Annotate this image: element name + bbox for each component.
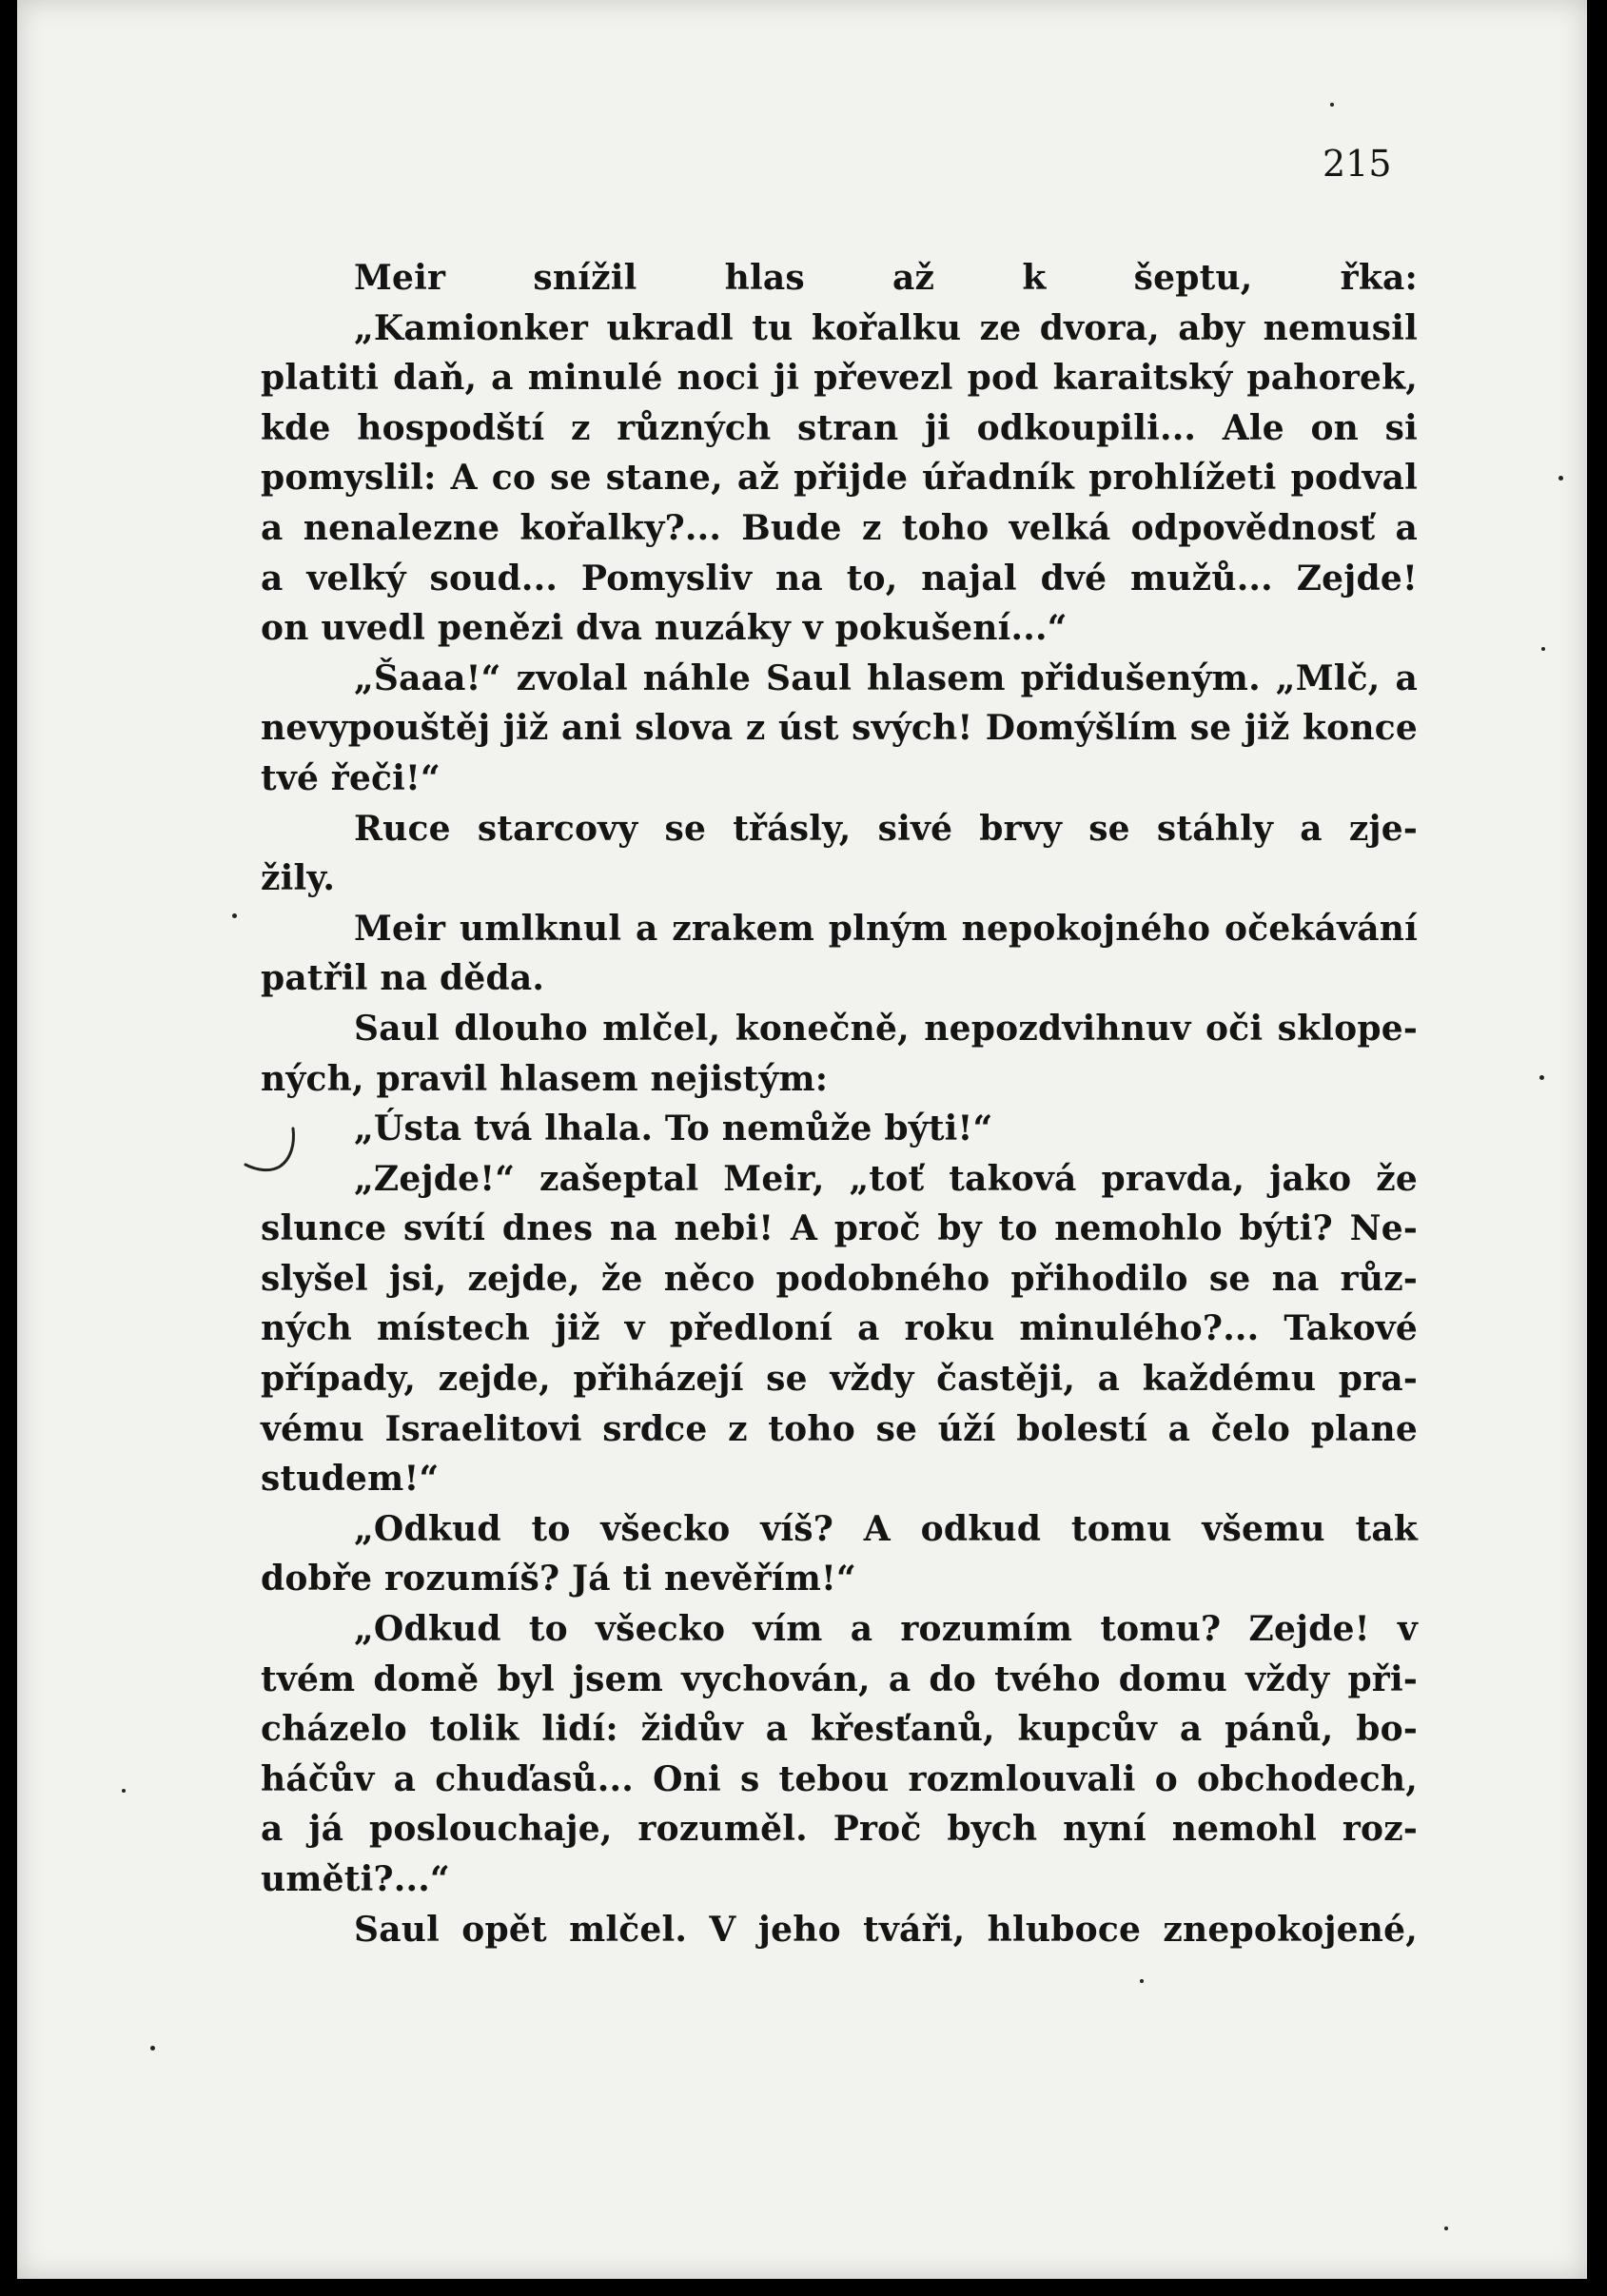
text-line: háčův a chuďasů... Oni s tebou rozmlouvali o obchodech, [261,1758,1418,1799]
speck [150,2046,155,2051]
text-line: kde hospodští z různých stran ji odkoupili... Ale on si [261,407,1418,448]
text-line: a nenalezne kořalky?... Bude z toho velká odpovědnosť a [261,507,1418,548]
text-line: uměti?...“ [261,1859,450,1899]
text-line: cházelo tolik lidí: židův a křesťanů, kupcův a pánů, bo- [261,1709,1418,1750]
text-line: případy, zejde, přiházejí se vždy častěji, a každému pra- [261,1359,1418,1400]
text-line: a já poslouchaje, rozuměl. Proč bych nyní nemohl roz- [261,1809,1418,1850]
text-line: Meir umlknul a zrakem plným nepokojného očekávání [354,908,1418,949]
text-line: on uvedl penězi dva nuzáky v pokušení...“ [261,608,1068,649]
book-page [17,0,1587,2279]
speck [232,913,237,918]
text-line: žily. [261,858,336,899]
text-line: „Šaaa!“ zvolal náhle Saul hlasem přidušeným. „Mlč, a [354,657,1418,698]
page-text [261,253,1418,1954]
text-line: Saul dlouho mlčel, konečně, nepozdvihnuv oči sklope- [354,1008,1418,1049]
text-line: ných místech již v předloní a roku minulého?... Takové [261,1308,1418,1349]
text-line: Ruce starcovy se třásly, sivé brvy se stáhly a zje- [354,808,1418,849]
text-line: vému Israelitovi srdce z toho se úží bolestí a čelo plane [261,1408,1418,1449]
text-line: „Odkud to všecko víš? A odkud tomu všemu tak [354,1508,1418,1549]
speck [1539,1075,1544,1080]
speck [1558,476,1563,481]
text-line: nevypouštěj již ani slova z úst svých! Domýšlím se již konce [261,708,1418,749]
text-line: Saul opět mlčel. V jeho tváři, hluboce znepokojené, [354,1909,1418,1950]
text-line: a velký soud... Pomysliv na to, najal dvé mužů... Zejde! [261,558,1418,599]
speck [1330,103,1334,107]
text-line: Meir snížil hlas až k šeptu, řka: [354,258,1418,298]
speck [1140,1979,1144,1983]
text-line: platiti daň, a minulé noci ji převezl pod karaitský pahorek, [261,358,1418,399]
pencil-mark-icon [238,1125,314,1182]
text-line: „Kamionker ukradl tu kořalku ze dvora, aby nemusil [354,307,1418,348]
text-line: „Zejde!“ zašeptal Meir, „toť taková pravda, jako že [354,1158,1418,1199]
text-line: dobře rozumíš? Já ti nevěřím!“ [261,1559,856,1599]
text-line: tvé řeči!“ [261,757,441,798]
text-line: patřil na děda. [261,958,545,999]
text-line: ných, pravil hlasem nejistým: [261,1058,829,1099]
text-line: „Ústa tvá lhala. To nemůže býti!“ [354,1109,993,1149]
text-line: slunce svítí dnes na nebi! A proč by to nemohlo býti? Ne- [261,1208,1418,1249]
speck [1541,647,1545,651]
speck [122,1789,126,1793]
text-line: tvém domě byl jsem vychován, a do tvého domu vždy při- [261,1658,1418,1699]
page-number: 215 [1323,143,1392,185]
text-line: pomyslil: A co se stane, až přijde úřadník prohlížeti podval [261,458,1418,499]
text-line: studem!“ [261,1459,440,1500]
speck [1444,2227,1448,2230]
text-line: „Odkud to všecko vím a rozumím tomu? Zejde! v [354,1609,1418,1650]
text-line: slyšel jsi, zejde, že něco podobného přihodilo se na růz- [261,1258,1418,1299]
